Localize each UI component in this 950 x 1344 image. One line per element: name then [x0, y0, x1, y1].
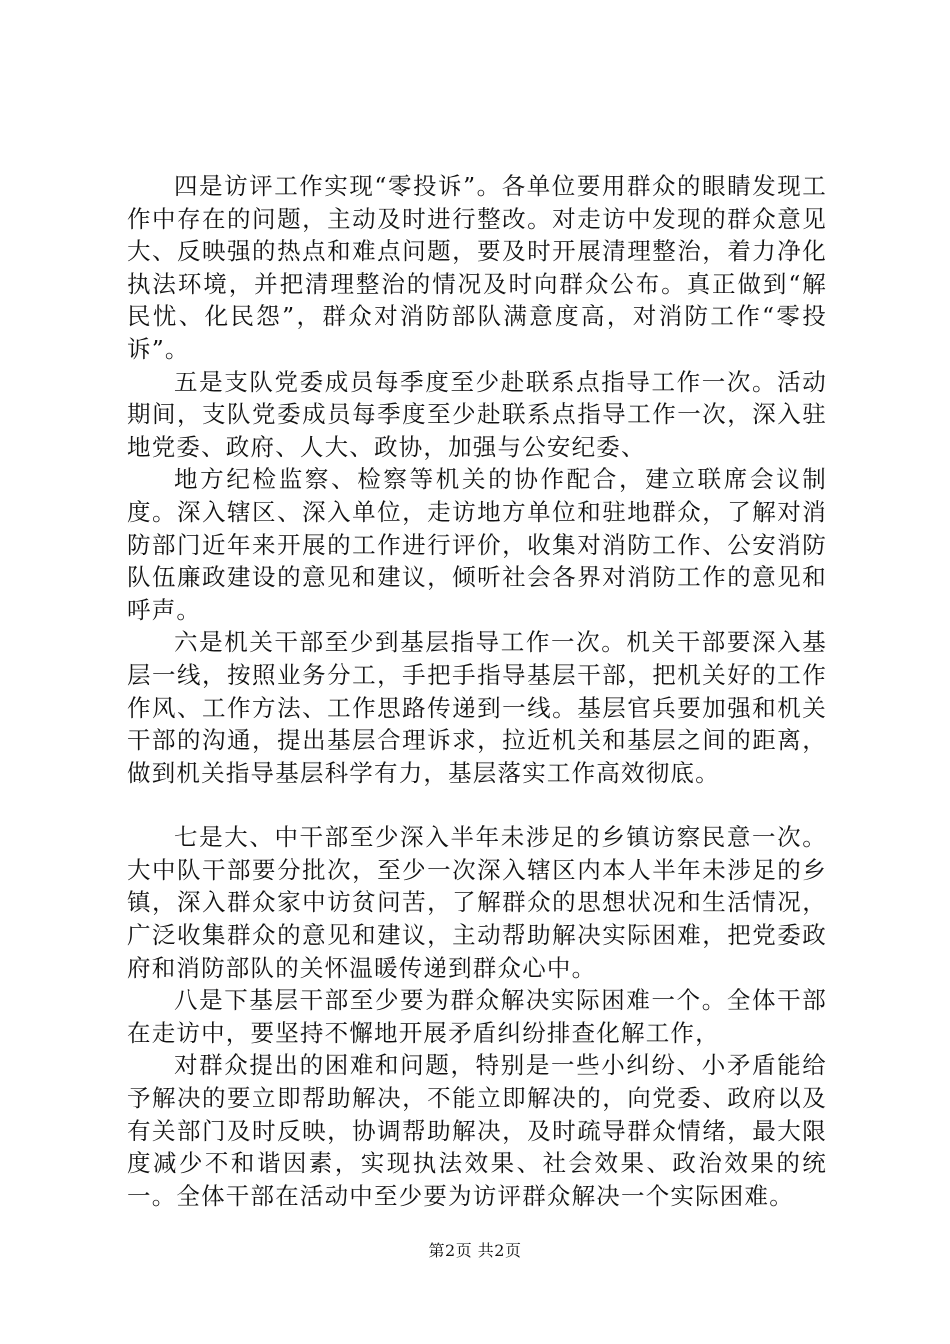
paragraph-party-committee-visits: 五是支队党委成员每季度至少赴联系点指导工作一次。活动期间，支队党委成员每季度至少赴联系点指导工作一次，深入驻地党委、政府、人大、政协，加强与公安纪委、 — [127, 367, 827, 461]
paragraph-cadre-guidance: 六是机关干部至少到基层指导工作一次。机关干部要深入基层一线，按照业务分工，手把手指导基层干部，把机关好的工作作风、工作方法、工作思路传递到一线。基层官兵要加强和机关干部的沟通，提出基层合理诉求，拉近机关和基层之间的距离，做到机关指导基层科学有力，基层落实工作高效彻底。 — [127, 628, 827, 787]
paragraph-solve-difficulties: 八是下基层干部至少要为群众解决实际困难一个。全体干部在走访中，要坚持不懈地开展矛盾纠纷排查化解工作， — [127, 986, 827, 1047]
paragraph-spacer — [127, 789, 827, 821]
page-footer — [0, 1241, 950, 1261]
paragraph-township-visits: 七是大、中干部至少深入半年未涉足的乡镇访察民意一次。大中队干部要分批次，至少一次深入辖区内本人半年未涉足的乡镇，深入群众家中访贫问苦，了解群众的思想状况和生活情况，广泛收集群众的意见和建议，主动帮助解决实际困难，把党委政府和消防部队的关怀温暖传递到群众心中。 — [127, 823, 827, 982]
page-number: 第2页 共2页 — [428, 1241, 522, 1260]
document-body — [127, 170, 827, 1212]
paragraph-zero-complaint: 四是访评工作实现“零投诉”。各单位要用群众的眼睛发现工作中存在的问题，主动及时进行整改。对走访中发现的群众意见大、反映强的热点和难点问题，要及时开展清理整治，着力净化执法环境，并把清理整治的情况及时向群众公布。真正做到“解民忧、化民怨”，群众对消防部队满意度高，对消防工作“零投诉”。 — [127, 172, 827, 363]
paragraph-handle-problems: 对群众提出的困难和问题，特别是一些小纠纷、小矛盾能给予解决的要立即帮助解决，不能立即解决的，向党委、政府以及有关部门及时反映，协调帮助解决，及时疏导群众情绪，最大限度减少不和谐因素，实现执法效果、社会效果、政治效果的统一。全体干部在活动中至少要为访评群众解决一个实际困难。 — [127, 1051, 827, 1210]
paragraph-joint-meeting: 地方纪检监察、检察等机关的协作配合，建立联席会议制度。深入辖区、深入单位，走访地方单位和驻地群众，了解对消防部门近年来开展的工作进行评价，收集对消防工作、公安消防队伍廉政建设的意见和建议，倾听社会各界对消防工作的意见和呼声。 — [127, 465, 827, 624]
